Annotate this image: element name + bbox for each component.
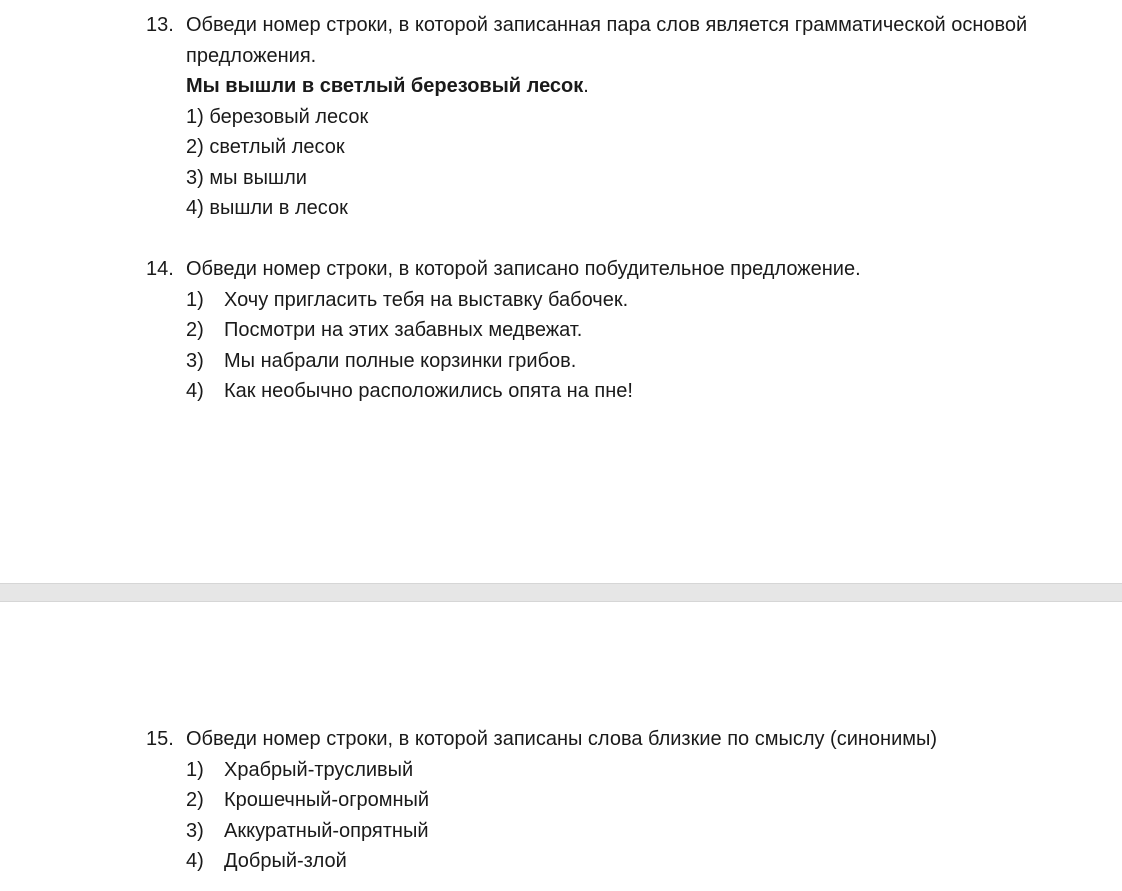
option-label: 3) мы вышли [186, 166, 307, 189]
option-number: 3) [186, 349, 204, 372]
example-sentence [186, 71, 589, 102]
option-text: Аккуратный-опрятный [224, 819, 429, 842]
option-text: Хочу пригласить тебя на выставку бабочек. [224, 288, 629, 311]
answer-option-3[interactable] [0, 346, 1122, 377]
question-text: Обведи номер строки, в которой записано побудительное предложение. [186, 258, 861, 280]
example-sentence-period: . [583, 75, 589, 97]
answer-option-3[interactable] [0, 816, 1122, 847]
example-sentence-text: Мы вышли в светлый березовый лесок [186, 75, 584, 97]
question-15 [0, 724, 1122, 877]
answer-option-4[interactable] [0, 193, 1122, 224]
option-text: Храбрый-трусливый [224, 758, 414, 781]
option-text: Мы набрали полные корзинки грибов. [224, 349, 577, 372]
answer-option-4[interactable] [0, 376, 1122, 407]
option-label: 2) светлый лесок [186, 136, 345, 158]
page-separator[interactable] [0, 583, 1122, 602]
question-number: 14. [146, 258, 174, 280]
option-text: Крошечный-огромный [224, 789, 430, 811]
option-label: 1) березовый лесок [186, 105, 369, 128]
option-number: 1) [186, 288, 204, 311]
question-number: 15. [146, 728, 174, 750]
option-number: 3) [186, 819, 204, 842]
answer-option-2[interactable] [0, 132, 1122, 163]
question-text: Обведи номер строки, в которой записаны слова близкие по смыслу (синонимы) [186, 728, 938, 750]
answer-option-4[interactable] [0, 846, 1122, 877]
option-number: 1) [186, 758, 204, 781]
question-14 [0, 254, 1122, 407]
option-text: Как необычно расположились опята на пне! [224, 380, 633, 402]
option-text: Добрый-злой [224, 850, 347, 872]
option-label: 4) вышли в лесок [186, 197, 348, 219]
option-text: Посмотри на этих забавных медвежат. [224, 319, 583, 341]
answer-option-1[interactable] [0, 285, 1122, 316]
answer-option-1[interactable] [0, 755, 1122, 786]
option-number: 2) [186, 789, 204, 811]
answer-option-2[interactable] [0, 315, 1122, 346]
answer-option-2[interactable] [0, 785, 1122, 816]
option-number: 2) [186, 319, 204, 341]
answer-option-3[interactable] [0, 163, 1122, 194]
question-13 [0, 10, 1122, 224]
answer-option-1[interactable] [0, 102, 1122, 133]
option-number: 4) [186, 850, 204, 872]
question-number: 13. [146, 14, 174, 36]
question-text: Обведи номер строки, в которой записанная пара слов является грамматической основой [186, 14, 1028, 36]
question-text-continued: предложения. [186, 44, 317, 67]
option-number: 4) [186, 380, 204, 402]
